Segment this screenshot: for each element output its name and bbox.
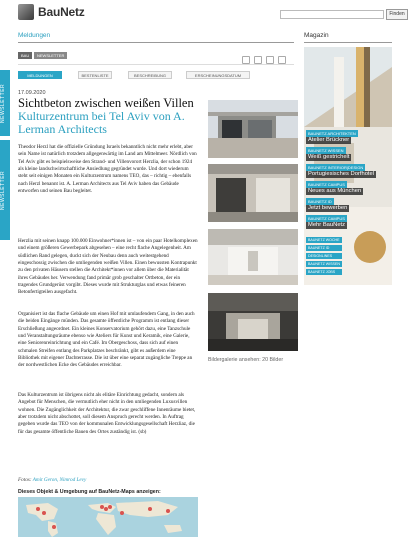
bookmark-icon[interactable] (278, 56, 286, 64)
article-title: Sichtbeton zwischen weißen Villen (18, 96, 194, 110)
brand-name[interactable]: BauNetz (38, 5, 85, 19)
article-date: 17.09.2020 (18, 90, 46, 96)
chip-newsletter[interactable]: NEWSLETTER (34, 52, 67, 59)
mag-link[interactable]: BAUNETZ WOCHE (306, 237, 342, 243)
world-map[interactable] (18, 497, 198, 537)
nav-divider-right (304, 42, 392, 43)
article-paragraph: Organisiert ist das flache Gebäude um einen Hof mit umlaufendem Gang, in den auch die beiden Eingänge münden. Das gesamte öffentliche Programm ist entlang dieser Erschließung angeordnet. Ein kleines Konservatorium gehört dazu, eine Tanzschule und Veranstaltungsräume ebenso wie Ateliers für Kunst und Keramik, eine Galerie, eine Seniorenreinrichtung und ein Café. Im Obergeschoss, dass sich auf einen schmalen Streifen entlang des Parkplatzes beschränkt, gibt es außerdem eine Bibliothek mit eigener Dachterrasse. Die ist über eine separat zugängliche Treppe an der nordwestlichen Ecke des Gebäudes erreichbar. (18, 311, 195, 369)
gallery-photo-2[interactable] (208, 164, 298, 222)
gallery-caption[interactable]: Bildergalerie ansehen: 20 Bilder (208, 357, 284, 363)
mag-link[interactable]: BAUNETZ JOBS (306, 269, 342, 275)
map-marker[interactable] (36, 507, 40, 511)
map-marker[interactable] (100, 505, 104, 509)
article-paragraph: Herzlia mit seinen knapp 100.000 Einwohner*innen ist – von ein paar Hotelkomplexen und einem größeren Gewerbepark abgesehen – eine recht flache Angelegenheit. Am südlichen Rand gelegen, duckt sich der Neubau denn auch weitestgehend eingeschossig zwischen die umliegenden weißen Villen. Einen bewussten Kontrapunkt zu den privaten Häusern stellen die Architekt*innen vor allem über die Materialität ihres Gebäudes her. Verwendung fand primär grob geschalter Ortbeton, der ein tragendes Grundgerüst vorgibt. Dieses wurde mit Strukturglas und etwas feineren Betonfertigteilen ausgefacht. (18, 238, 198, 296)
credits-names[interactable]: Amit Geron, Nimrod Levy (32, 477, 87, 483)
article-paragraph: Das Kulturzentrum ist übrigens nicht als elitäre Einrichtung gedacht, sondern als Angebot für Menschen, die vermutlich eher nicht in den umliegenden Luxusvillen wohnen. Die Zugänglichkeit der Architektur, die zwar geschliffene Innenräume bietet, aber trotzdem nicht abschottet, soll diesem Anspruch gerecht werden. In Auftrag gegeben wurde das TEO von der kommunalen Entwicklungsgesellschaft Herzliaz, die für das gesamte öffentliche Bauen des Ortes zuständig ist. (sb) (18, 392, 196, 435)
map-marker[interactable] (108, 505, 112, 509)
mag-label[interactable]: BAUNETZ WISSEN (308, 148, 344, 153)
map-marker[interactable] (42, 511, 46, 515)
mag-label[interactable]: BAUNETZ INTERIOR|DESIGN (308, 165, 364, 170)
photo-graphic (208, 164, 298, 222)
mag-label[interactable]: BAUNETZ CAMPUS (308, 216, 345, 221)
article-subtitle: Kulturzentrum bei Tel Aviv von A. Lerman Architects (18, 109, 185, 136)
mag-link[interactable]: BAUNETZ WISSEN (306, 261, 342, 267)
photo-graphic (208, 100, 298, 158)
mag-title[interactable]: Atelier Brückner (308, 137, 350, 143)
mag-title[interactable]: Portugiesisches Dorfhotel (308, 171, 375, 177)
photo-graphic (208, 293, 298, 351)
map-marker[interactable] (104, 507, 108, 511)
tab-meldungen[interactable]: MELDUNGEN (18, 71, 62, 79)
map-graphic (18, 497, 198, 537)
mail-icon[interactable] (254, 56, 262, 64)
nav-magazin[interactable]: Magazin (304, 32, 329, 39)
share-icon[interactable] (266, 56, 274, 64)
chip-bau[interactable]: BAU (18, 52, 32, 59)
print-icon[interactable] (242, 56, 250, 64)
photo-credits (18, 477, 86, 483)
mag-title[interactable]: Neues aus München (308, 188, 362, 194)
map-marker[interactable] (120, 511, 124, 515)
map-marker[interactable] (148, 507, 152, 511)
mag-label[interactable]: BAUNETZ ID (308, 199, 332, 204)
photo-graphic (208, 229, 298, 285)
newsletter-side-tab-2[interactable]: NEWSLETTER (0, 140, 10, 240)
magazine-panel[interactable] (304, 47, 392, 285)
mag-link[interactable]: DESIGNLINES (306, 253, 342, 259)
search-input[interactable] (280, 10, 384, 19)
mag-title[interactable]: Mehr BauNetz (308, 222, 346, 228)
mag-label[interactable]: BAUNETZ CAMPUS (308, 182, 345, 187)
map-marker[interactable] (166, 509, 170, 513)
mag-link[interactable]: BAUNETZ ID (306, 245, 342, 251)
baunetz-logo-icon[interactable] (18, 4, 34, 20)
nav-divider (18, 42, 294, 43)
nav-meldungen[interactable]: Meldungen (18, 32, 51, 39)
article-tabbar (18, 71, 294, 80)
search-button[interactable]: Finden (386, 9, 408, 20)
map-heading[interactable]: Dieses Objekt & Umgebung auf BauNetz-Maps anzeigen: (18, 489, 161, 495)
gallery-photo-4[interactable] (208, 293, 298, 351)
article-toolbar (238, 51, 294, 60)
tab-beschreibung[interactable]: BESCHREIBUNG (128, 71, 172, 79)
article-paragraph: Theodor Herzl hat die offizielle Gründung Israels bekanntlich nicht mehr erlebt, aber sein Name ist natürlich trotzdem allgegenwärtig im Land am Mittelmeer. Nördlich von Tel Aviv gibt es beispielsweise den Strand- und Villenvorort Herzlia, der schon 1924 als kleine landschwirtschaftliche Ansiedlung gegründet wurde. Und dort wiederum steht seit einigen Monaten ein Kulturzentrum namens TEO, das – richtig – ebenfalls nach Herzl benannt ist. A. Lerman Architects aus Tel Aviv haben das Gebäude entworfen und seinen Bau begleitet. (18, 144, 197, 195)
gallery-photo-3[interactable] (208, 229, 298, 285)
site-header (18, 4, 405, 24)
mag-title[interactable]: Jetzt bewerben (308, 205, 348, 211)
gallery-photo-1[interactable] (208, 100, 298, 158)
mag-label[interactable]: BAUNETZ ARCHITEKTEN (308, 131, 356, 136)
tab-bestenliste[interactable]: BESTENLISTE (78, 71, 112, 79)
map-marker[interactable] (52, 525, 56, 529)
credits-label: Fotos: (18, 477, 32, 483)
newsletter-side-tab[interactable]: NEWSLETTER (0, 70, 10, 136)
tab-erscheinungsdatum[interactable]: ERSCHEINUNGSDATUM (186, 71, 250, 79)
mag-title[interactable]: Weiß gestrichelt (308, 154, 350, 160)
toolbar-divider (18, 64, 294, 65)
